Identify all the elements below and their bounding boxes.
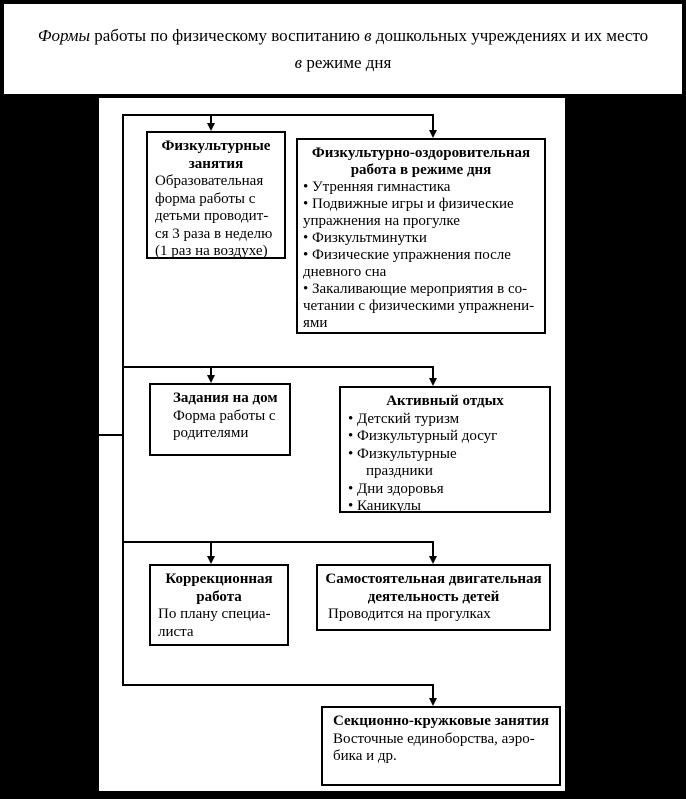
title-segment: режиме дня <box>306 53 392 72</box>
arrowhead-down-icon <box>207 556 215 564</box>
connector-row4-line <box>122 684 434 686</box>
bullet-line: • Закаливающие мероприятия в со- <box>303 281 528 297</box>
box-title-line: Коррекционная <box>165 571 273 587</box>
box-title-line: работа <box>196 588 242 605</box>
box-title <box>298 145 544 179</box>
box-body-line: (1 раз на воздухе) <box>155 243 268 259</box>
box-body-line: листа <box>158 623 194 640</box>
connector-row3-line <box>122 541 434 543</box>
page-title-line-1 <box>38 22 648 49</box>
box-body-line: бика и др. <box>333 748 397 764</box>
page-title-line-2 <box>38 49 648 76</box>
connector-stem-section-classes <box>432 684 434 699</box>
box-homework <box>149 383 291 456</box>
box-title-line: Активный отдых <box>386 393 504 409</box>
box-correction-work <box>149 564 289 646</box>
box-body-line: форма работы с <box>155 190 256 207</box>
box-body-line: Проводится на прогулках <box>328 606 491 622</box>
box-title <box>341 393 549 411</box>
title-segment: дошкольных учреждениях и их место <box>375 26 649 45</box>
bullet-line: • Утренняя гимнастика <box>303 179 451 195</box>
box-body-line: детьми проводит- <box>155 208 269 224</box>
box-body-line: родителями <box>173 425 249 441</box>
box-body <box>298 179 544 332</box>
box-body <box>341 411 549 516</box>
box-active-rest <box>339 386 551 513</box>
box-body <box>148 173 284 261</box>
box-body-line: Форма работы с <box>173 407 276 424</box>
bullet-line: • Каникулы <box>348 498 422 514</box>
title-box <box>4 4 682 94</box>
bullet-line: • Физкультурный досуг <box>348 428 498 444</box>
box-body <box>323 731 559 766</box>
box-title-line: Самостоятельная двигательная <box>325 571 542 587</box>
box-title <box>318 571 549 606</box>
box-title-line: Физкультурные <box>161 138 271 154</box>
box-title-line: Секционно-кружковые занятия <box>332 713 550 729</box>
connector-stem-health-work <box>432 114 434 131</box>
box-body-line: Восточные единоборства, аэро- <box>333 730 535 747</box>
box-health-work <box>296 138 546 334</box>
box-title <box>323 713 559 731</box>
bullet-line: • Физкультминутки <box>303 230 427 246</box>
box-title <box>151 571 287 606</box>
bullet-line: • Дни здоровья <box>348 480 444 497</box>
box-title-line: Физкультурно-оздоровительная <box>311 145 531 161</box>
box-body <box>318 606 549 624</box>
bullet-continuation-line: ями <box>303 315 328 331</box>
bullet-line: • Подвижные игры и физические <box>303 196 514 212</box>
title-segment-italic: в <box>364 26 372 45</box>
bullet-continuation-line: праздники <box>366 463 433 479</box>
box-body-line: ся 3 раза в неделю <box>155 225 273 242</box>
connector-stem-correction-work <box>210 541 212 557</box>
page-title <box>38 22 648 76</box>
box-title-line: работа в режиме дня <box>350 162 492 178</box>
bullet-continuation-line: дневного сна <box>303 264 387 280</box>
bullet-continuation-line: четании с физическими упражнени- <box>303 298 535 314</box>
connector-row2-line <box>122 366 434 368</box>
connector-trunk-line <box>122 114 124 686</box>
box-title-line: занятия <box>188 155 244 172</box>
connector-stem-independent-activity <box>432 541 434 557</box>
title-segment: работы по физическому воспитанию <box>94 26 360 45</box>
arrowhead-down-icon <box>207 123 215 131</box>
box-section-classes <box>321 706 561 786</box>
box-body <box>151 606 287 641</box>
arrowhead-down-icon <box>429 556 437 564</box>
bullet-line: • Физические упражнения после <box>303 247 511 263</box>
box-physical-lessons <box>146 131 286 259</box>
diagram-panel <box>98 97 566 792</box>
title-segment-italic: в <box>294 53 303 72</box>
arrowhead-down-icon <box>429 130 437 138</box>
box-independent-activity <box>316 564 551 631</box>
box-title <box>151 390 289 408</box>
arrowhead-down-icon <box>207 375 215 383</box>
bullet-continuation-line: упражнения на прогулке <box>303 213 460 229</box>
box-body-line: По плану специа- <box>158 606 271 622</box>
connector-row1-line <box>122 114 434 116</box>
arrowhead-down-icon <box>429 698 437 706</box>
box-title-line: деятельность детей <box>367 588 500 605</box>
box-title-line: Задания на дом <box>173 390 278 406</box>
bullet-line: • Детский туризм <box>348 410 460 427</box>
box-body-line: Образовательная <box>155 173 264 189</box>
bullet-line: • Физкультурные <box>348 445 457 462</box>
box-title <box>148 138 284 173</box>
box-body <box>151 408 289 443</box>
arrowhead-down-icon <box>429 378 437 386</box>
title-segment-italic: Формы <box>37 26 90 45</box>
connector-root-stub-line <box>99 434 122 436</box>
